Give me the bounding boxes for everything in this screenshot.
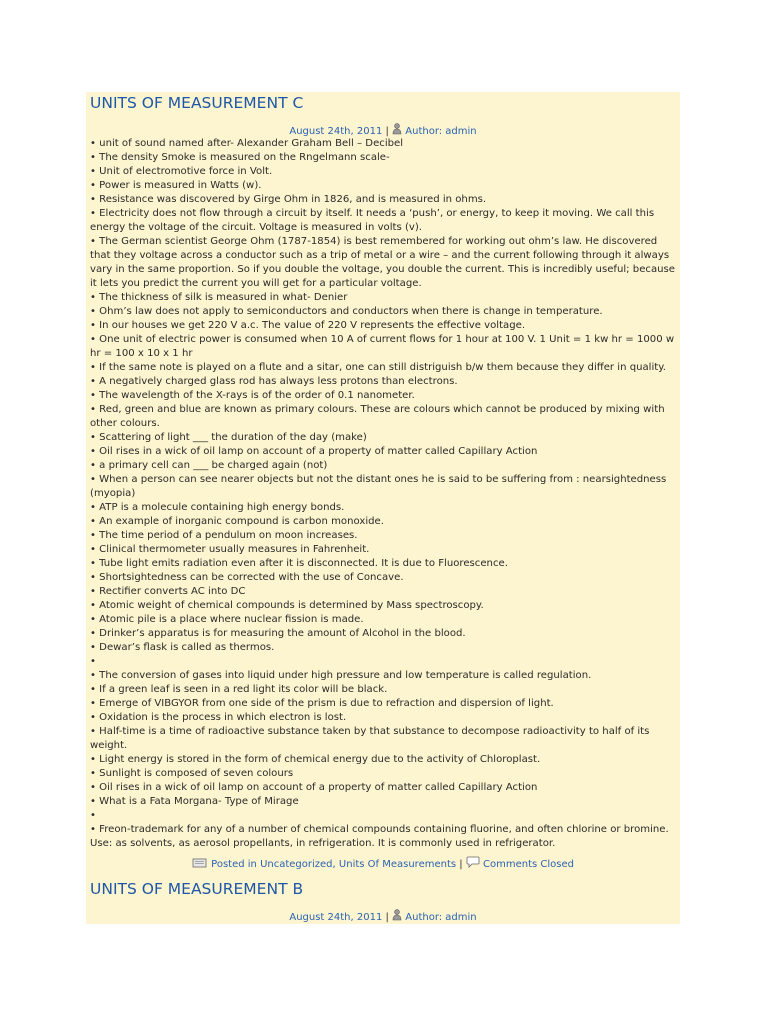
list-item: • Oil rises in a wick of oil lamp on account of a property of matter called Capillary Action — [90, 445, 678, 459]
list-item: • The wavelength of the X-rays is of the order of 0.1 nanometer. — [90, 389, 678, 403]
list-item: • Shortsightedness can be corrected with the use of Concave. — [90, 571, 678, 585]
list-item: • Resistance was discovered by Girge Ohm in 1826, and is measured in ohms. — [90, 193, 678, 207]
list-item: • Atomic pile is a place where nuclear fission is made. — [90, 613, 678, 627]
list-item: • ATP is a molecule containing high energy bonds. — [90, 501, 678, 515]
list-item — [90, 655, 678, 669]
list-item: • A negatively charged glass rod has always less protons than electrons. — [90, 375, 678, 389]
list-item: • Oxidation is the process in which electron is lost. — [90, 711, 678, 725]
list-item: • If the same note is played on a flute and a sitar, one can still distriguish b/w them because they differ in quality. — [90, 361, 678, 375]
list-item: • The conversion of gases into liquid under high pressure and low temperature is called regulation. — [90, 669, 678, 683]
list-item: • Scattering of light ___ the duration of the day (make) — [90, 431, 678, 445]
list-item: • Oil rises in a wick of oil lamp on account of a property of matter called Capillary Action — [90, 781, 678, 795]
folder-icon — [192, 857, 208, 871]
list-item: • The time period of a pendulum on moon increases. — [90, 529, 678, 543]
list-item: • Freon-trademark for any of a number of chemical compounds containing fluorine, and often chlorine or bromine. Use: as solvents, as aerosol propellants, in refrigeration. It is commonly used in refrigerator. — [90, 823, 678, 851]
fact-list — [90, 137, 678, 851]
list-item: • a primary cell can ___ be charged again (not) — [90, 459, 678, 473]
post-meta — [86, 909, 680, 924]
meta-separator: | — [385, 912, 389, 923]
post-author[interactable]: Author: admin — [405, 126, 477, 137]
list-item: • Rectifier converts AC into DC — [90, 585, 678, 599]
footer-separator: | — [459, 859, 463, 870]
meta-separator: | — [385, 126, 389, 137]
list-item: • Atomic weight of chemical compounds is determined by Mass spectroscopy. — [90, 599, 678, 613]
list-item: • What is a Fata Morgana- Type of Mirage — [90, 795, 678, 809]
category-link[interactable]: Uncategorized — [260, 859, 333, 870]
list-item: • Ohm’s law does not apply to semiconductors and conductors when there is change in temperature. — [90, 305, 678, 319]
list-item: • When a person can see nearer objects but not the distant ones he is said to be suffering from : nearsightedness (myopia) — [90, 473, 678, 501]
category-comma: , — [332, 859, 336, 870]
person-icon — [392, 123, 402, 138]
list-item: • One unit of electric power is consumed when 10 A of current flows for 1 hour at 100 V. 1 Unit = 1 kw hr = 1000 w hr = 100 x 10 x 1 hr — [90, 333, 678, 361]
list-item: • Power is measured in Watts (w). — [90, 179, 678, 193]
list-item: • In our houses we get 220 V a.c. The value of 220 V represents the effective voltage. — [90, 319, 678, 333]
category-link[interactable]: Units Of Measurements — [338, 859, 457, 870]
speech-bubble-icon — [466, 856, 480, 871]
post-footer — [86, 856, 680, 871]
list-item: • Clinical thermometer usually measures in Fahrenheit. — [90, 543, 678, 557]
comments-link[interactable]: Comments Closed — [483, 859, 575, 870]
list-item — [90, 809, 678, 823]
list-item: • An example of inorganic compound is carbon monoxide. — [90, 515, 678, 529]
posted-in-label: Posted in — [211, 859, 257, 870]
post-title[interactable]: UNITS OF MEASUREMENT B — [90, 880, 304, 898]
list-item: • Tube light emits radiation even after it is disconnected. It is due to Fluorescence. — [90, 557, 678, 571]
list-item: • unit of sound named after- Alexander Graham Bell – Decibel — [90, 137, 678, 151]
list-item: • The thickness of silk is measured in what- Denier — [90, 291, 678, 305]
list-item: • The density Smoke is measured on the Rngelmann scale- — [90, 151, 678, 165]
list-item: • The German scientist George Ohm (1787-1854) is best remembered for working out ohm’s law. He discovered that they voltage across a conductor such as a trip of metal or a wire – and the current following through it always vary in the same proportion. So if you double the voltage, you double the current. This is incredibly useful; because it lets you predict the current you will get for a particular voltage. — [90, 235, 678, 291]
list-item: • Half-time is a time of radioactive substance taken by that substance to decompose radioactivity to half of its weight. — [90, 725, 678, 753]
list-item: • If a green leaf is seen in a red light its color will be black. — [90, 683, 678, 697]
list-item: • Unit of electromotive force in Volt. — [90, 165, 678, 179]
list-item: • Electricity does not flow through a circuit by itself. It needs a ‘push’, or energy, to keep it moving. We call this energy the voltage of the circuit. Voltage is measured in volts (v). — [90, 207, 678, 235]
list-item: • Drinker’s apparatus is for measuring the amount of Alcohol in the blood. — [90, 627, 678, 641]
post-title[interactable]: UNITS OF MEASUREMENT C — [90, 94, 304, 112]
list-item: • Dewar’s flask is called as thermos. — [90, 641, 678, 655]
post-date[interactable]: August 24th, 2011 — [289, 912, 383, 923]
list-item: • Light energy is stored in the form of chemical energy due to the activity of Chloroplast. — [90, 753, 678, 767]
list-item: • Red, green and blue are known as primary colours. These are colours which cannot be produced by mixing with other colours. — [90, 403, 678, 431]
post-meta — [86, 123, 680, 138]
post-date[interactable]: August 24th, 2011 — [289, 126, 383, 137]
post-author[interactable]: Author: admin — [405, 912, 477, 923]
person-icon — [392, 909, 402, 924]
list-item: • Emerge of VIBGYOR from one side of the prism is due to refraction and dispersion of light. — [90, 697, 678, 711]
list-item: • Sunlight is composed of seven colours — [90, 767, 678, 781]
